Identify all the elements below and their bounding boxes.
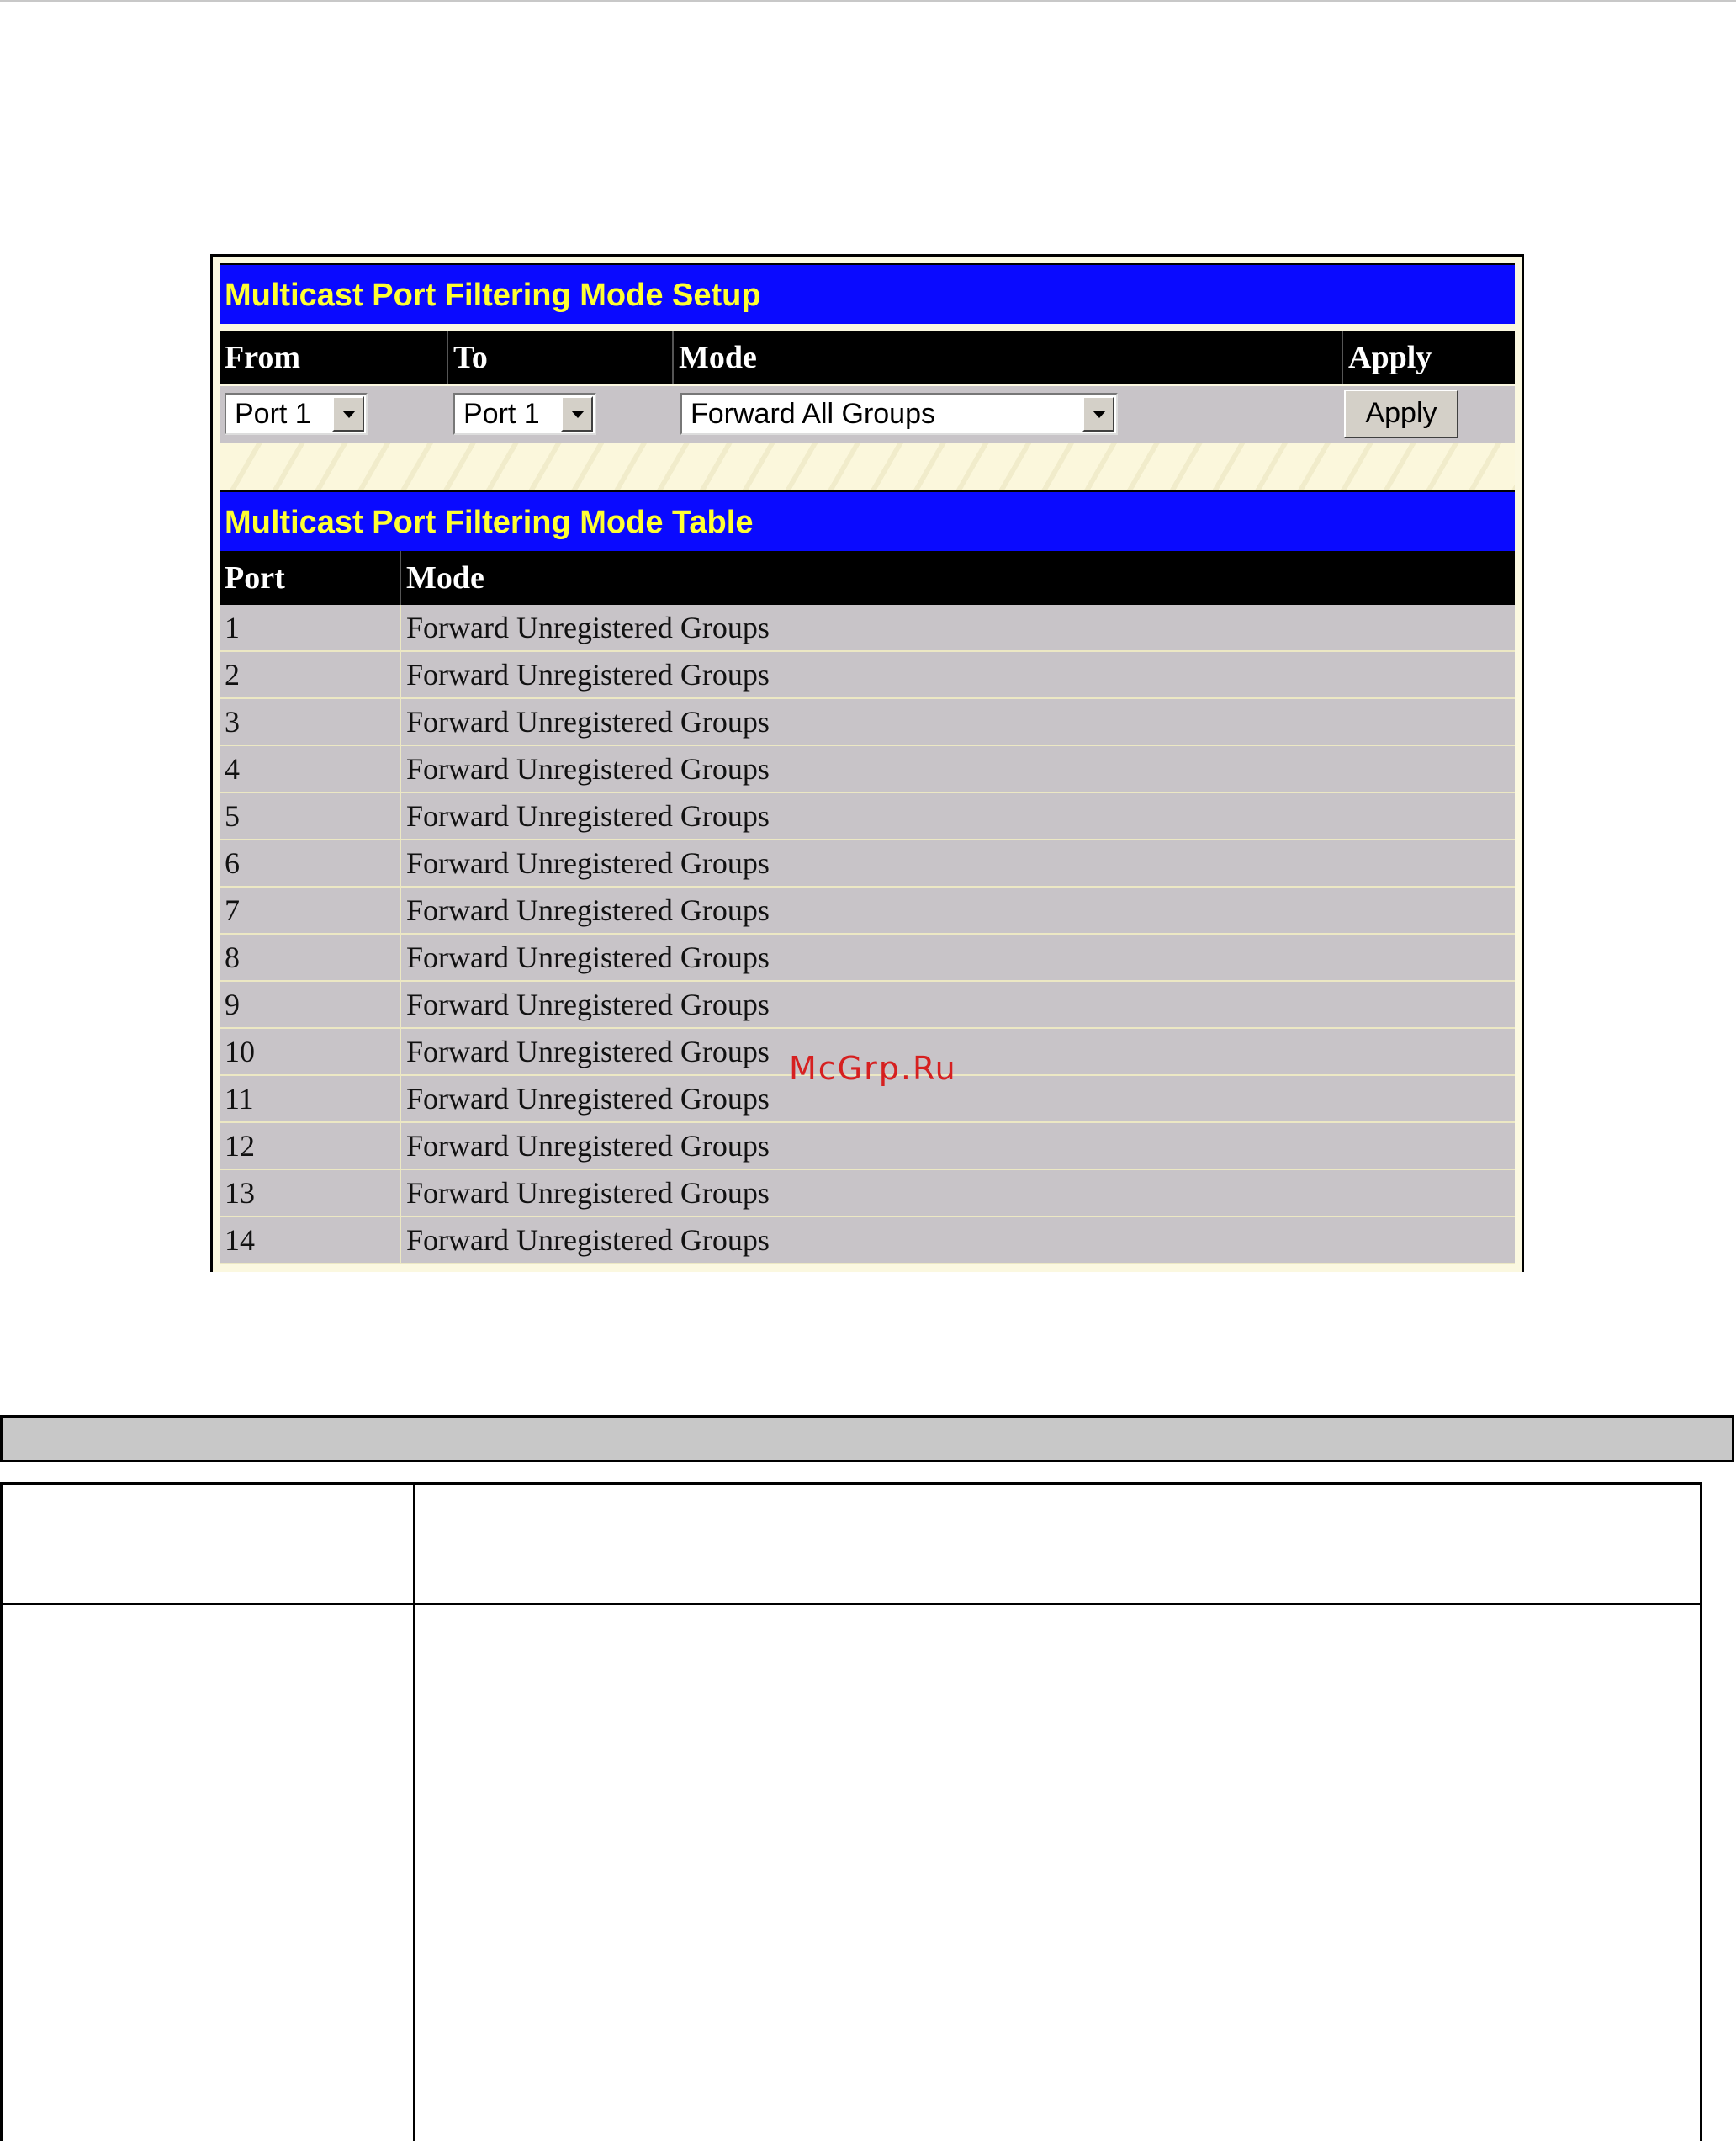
chevron-down-icon[interactable] (1082, 396, 1114, 432)
row-mode: Forward Unregistered Groups (406, 941, 770, 974)
doc-row-divider (3, 1603, 1700, 1605)
row-mode: Forward Unregistered Groups (406, 611, 770, 644)
table-header-row (220, 551, 1515, 605)
row-mode: Forward Unregistered Groups (406, 705, 770, 739)
row-divider (400, 1029, 401, 1074)
setup-controls-row (220, 386, 1515, 443)
to-port-select[interactable] (453, 393, 596, 435)
header-mode: Mode (679, 340, 757, 375)
row-divider (400, 699, 401, 745)
row-mode: Forward Unregistered Groups (406, 846, 770, 880)
doc-column-divider (413, 1485, 415, 2141)
header-to: To (453, 340, 488, 375)
row-mode: Forward Unregistered Groups (406, 988, 770, 1021)
header-port: Port (225, 560, 285, 596)
setup-title: Multicast Port Filtering Mode Setup (220, 263, 1515, 324)
top-rule (0, 0, 1736, 2)
apply-button[interactable]: Apply (1344, 390, 1458, 438)
table-row (220, 605, 1515, 652)
decorative-spacer (220, 443, 1515, 490)
row-divider (400, 605, 401, 650)
row-port: 10 (225, 1035, 255, 1068)
mode-value: Forward All Groups (691, 398, 935, 430)
mode-select[interactable] (680, 393, 1118, 435)
screenshot-frame (210, 254, 1524, 1272)
row-port: 7 (225, 893, 240, 927)
header-table-mode: Mode (406, 560, 484, 596)
table-row (220, 1123, 1515, 1170)
row-port: 1 (225, 611, 240, 644)
doc-header-bar (0, 1415, 1734, 1462)
row-port: 13 (225, 1176, 255, 1210)
table-row (220, 746, 1515, 793)
row-divider (400, 793, 401, 839)
row-port: 12 (225, 1129, 255, 1163)
chevron-down-icon[interactable] (561, 396, 593, 432)
doc-description-table (0, 1482, 1702, 2141)
row-port: 3 (225, 705, 240, 739)
row-port: 5 (225, 799, 240, 833)
row-port: 2 (225, 658, 240, 692)
row-port: 9 (225, 988, 240, 1021)
to-port-value: Port 1 (463, 398, 540, 430)
table-row (220, 1170, 1515, 1217)
table-title: Multicast Port Filtering Mode Table (220, 490, 1515, 551)
table-row (220, 652, 1515, 699)
row-port: 11 (225, 1082, 254, 1116)
row-divider (400, 746, 401, 792)
row-divider (400, 1170, 401, 1216)
row-mode: Forward Unregistered Groups (406, 1035, 770, 1068)
row-mode: Forward Unregistered Groups (406, 1082, 770, 1116)
chevron-down-icon[interactable] (332, 396, 364, 432)
row-mode: Forward Unregistered Groups (406, 893, 770, 927)
row-mode: Forward Unregistered Groups (406, 1176, 770, 1210)
table-row (220, 888, 1515, 935)
row-mode: Forward Unregistered Groups (406, 1223, 770, 1257)
table-row (220, 699, 1515, 746)
row-port: 14 (225, 1223, 255, 1257)
header-apply: Apply (1348, 340, 1432, 375)
row-divider (400, 935, 401, 980)
table-row (220, 793, 1515, 840)
table-row (220, 935, 1515, 982)
header-from: From (225, 340, 301, 375)
row-port: 8 (225, 941, 240, 974)
row-port: 4 (225, 752, 240, 786)
watermark-text: McGrp.Ru (789, 1050, 957, 1087)
table-row (220, 1217, 1515, 1264)
row-divider (400, 1123, 401, 1169)
row-port: 6 (225, 846, 240, 880)
setup-header-row (220, 331, 1515, 384)
row-mode: Forward Unregistered Groups (406, 658, 770, 692)
row-divider (400, 1076, 401, 1121)
row-divider (400, 888, 401, 933)
table-row (220, 840, 1515, 888)
row-mode: Forward Unregistered Groups (406, 799, 770, 833)
from-port-select[interactable] (225, 393, 368, 435)
row-divider (400, 1217, 401, 1263)
screenshot-content (220, 263, 1515, 1272)
row-divider (400, 982, 401, 1027)
row-divider (400, 652, 401, 697)
row-divider (400, 840, 401, 886)
row-mode: Forward Unregistered Groups (406, 1129, 770, 1163)
from-port-value: Port 1 (235, 398, 311, 430)
row-mode: Forward Unregistered Groups (406, 752, 770, 786)
table-row (220, 982, 1515, 1029)
